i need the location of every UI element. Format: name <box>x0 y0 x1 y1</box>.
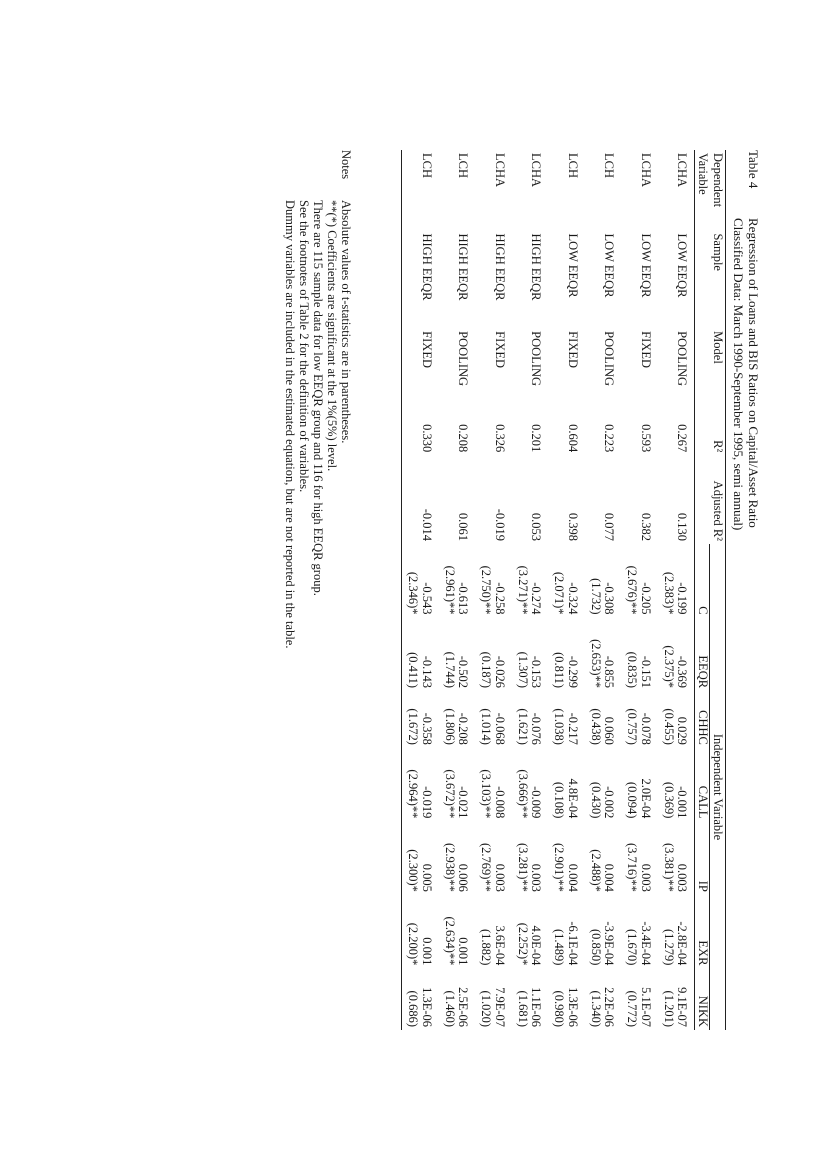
coefficient-cell: 0.001 <box>456 937 471 966</box>
empty-cell <box>658 150 675 230</box>
coefficient-cell: 1.1E-06 <box>529 987 544 1027</box>
t-statistic-cell: (1.340) <box>588 990 603 1027</box>
empty-cell <box>512 455 529 544</box>
t-statistic-cell: (0.187) <box>479 651 494 689</box>
t-statistic-cell: (0.686) <box>402 968 419 1030</box>
coefficient-cell: 0.029 <box>675 716 690 745</box>
dependent-variable-cell: LCHA <box>529 153 544 188</box>
t-statistic-cell: (2.383)* <box>661 571 676 615</box>
coefficient-cell: 0.003 <box>529 863 544 892</box>
sample-cell: HIGH EEQR <box>493 233 507 301</box>
coefficient-cell: -0.002 <box>602 786 617 819</box>
sample-cell: LOW EEQR <box>566 233 580 298</box>
t-statistic-cell: (2.750)** <box>479 565 494 615</box>
empty-cell <box>549 455 566 544</box>
empty-cell <box>402 150 419 230</box>
table-row-tstat <box>512 150 529 1030</box>
coefficient-cell: -0.008 <box>493 786 507 819</box>
model-cell: POOLING <box>602 331 617 387</box>
t-statistic-cell: (2.653)** <box>588 639 603 689</box>
empty-cell <box>439 230 456 328</box>
coefficient-cell: -0.543 <box>420 582 434 615</box>
coefficient-cell: -0.199 <box>675 582 690 615</box>
empty-cell <box>549 150 566 230</box>
header-blank <box>695 230 710 328</box>
empty-cell <box>585 410 602 456</box>
empty-cell <box>549 410 566 456</box>
t-statistic-cell: (1.882) <box>479 928 494 966</box>
empty-cell <box>512 410 529 456</box>
empty-cell <box>439 455 456 544</box>
table-row-tstat <box>476 150 493 1030</box>
header-col-chhc: CHHC <box>695 691 710 748</box>
sample-cell: HIGH EEQR <box>420 233 434 301</box>
r2-cell: 0.267 <box>675 424 690 453</box>
empty-cell <box>549 230 566 328</box>
r2-cell: 0.604 <box>566 424 580 453</box>
t-statistic-cell: (1.681) <box>515 990 530 1027</box>
empty-cell <box>512 150 529 230</box>
empty-cell <box>402 328 419 409</box>
sample-cell: LOW EEQR <box>675 233 690 298</box>
t-statistic-cell: (1.732) <box>588 578 603 615</box>
empty-cell <box>476 230 493 328</box>
coefficient-cell: -0.205 <box>639 582 653 615</box>
coefficient-cell: -0.855 <box>602 655 617 689</box>
table-row <box>456 150 476 1030</box>
t-statistic-cell: (1.014) <box>479 708 494 745</box>
empty-cell <box>585 230 602 328</box>
coefficient-cell: 7.9E-07 <box>493 987 507 1027</box>
adjusted-r2-cell: 0.061 <box>456 512 471 542</box>
empty-cell <box>402 410 419 456</box>
t-statistic-cell: (0.094) <box>625 781 640 819</box>
table-row <box>419 150 439 1030</box>
sample-cell: LOW EEQR <box>639 233 653 298</box>
t-statistic-cell: (1.806) <box>442 708 457 745</box>
coefficient-cell: 2.5E-06 <box>456 987 471 1027</box>
coefficient-cell: -0.324 <box>566 582 580 615</box>
coefficient-cell: 0.004 <box>602 863 617 892</box>
header-blank <box>695 328 710 409</box>
t-statistic-cell: (2.252)* <box>515 922 530 966</box>
t-statistic-cell: (2.769)** <box>479 842 494 892</box>
t-statistic-cell: (3.103)** <box>479 769 494 819</box>
coefficient-cell: -0.151 <box>639 655 653 689</box>
table-row <box>565 150 585 1030</box>
note-line: Dummy variables are included in the estimated equation, but are not reported in the table. <box>283 200 297 649</box>
coefficient-cell: -0.076 <box>529 712 544 745</box>
empty-cell <box>476 455 493 544</box>
t-statistic-cell: (0.811) <box>552 652 567 689</box>
t-statistic-cell: (3.281)** <box>515 842 530 892</box>
regression-table <box>402 150 727 1030</box>
r2-cell: 0.223 <box>602 424 617 453</box>
coefficient-cell: -0.308 <box>602 582 617 615</box>
coefficient-cell: -0.358 <box>420 712 434 745</box>
empty-cell <box>439 410 456 456</box>
t-statistic-cell: (2.346)* <box>402 544 419 618</box>
adjusted-r2-cell: 0.130 <box>675 512 690 542</box>
coefficient-cell: 1.3E-06 <box>420 987 434 1027</box>
coefficient-cell: -0.001 <box>675 786 690 819</box>
t-statistic-cell: (2.300)* <box>402 821 419 895</box>
coefficient-cell: -0.208 <box>456 712 471 745</box>
coefficient-cell: 0.003 <box>675 863 690 892</box>
empty-cell <box>622 150 639 230</box>
dependent-variable-cell: LCH <box>602 153 617 178</box>
header-col-nikk: NIKK <box>695 968 710 1030</box>
t-statistic-cell: (1.460) <box>442 990 457 1027</box>
empty-cell <box>622 410 639 456</box>
coefficient-cell: -0.078 <box>639 712 653 745</box>
coefficient-cell: -3.4E-04 <box>639 921 653 966</box>
table-title: Regression of Loans and BIS Ratios on Capital/Asset Ratio <box>746 218 761 528</box>
coefficient-cell: -6.1E-04 <box>566 921 580 966</box>
t-statistic-cell: (2.938)** <box>442 842 457 892</box>
t-statistic-cell: (0.850) <box>588 928 603 966</box>
t-statistic-cell: (1.744) <box>442 651 457 689</box>
table-subtitle: Classified Data: March 1990-September 1995, semi annual) <box>731 218 746 531</box>
t-statistic-cell: (1.038) <box>552 708 567 745</box>
t-statistic-cell: (2.200)* <box>402 895 419 969</box>
coefficient-cell: 0.003 <box>639 863 653 892</box>
empty-cell <box>476 410 493 456</box>
adjusted-r2-cell: -0.019 <box>493 508 507 542</box>
t-statistic-cell: (0.772) <box>625 990 640 1027</box>
table-row-tstat <box>439 150 456 1030</box>
coefficient-cell: -0.258 <box>493 582 507 615</box>
t-statistic-cell: (1.489) <box>552 928 567 966</box>
model-cell: FIXED <box>639 331 653 368</box>
r2-cell: 0.201 <box>529 424 544 453</box>
empty-cell <box>439 150 456 230</box>
coefficient-cell: 0.006 <box>456 863 471 892</box>
empty-cell <box>658 455 675 544</box>
r2-cell: 0.326 <box>493 424 507 453</box>
model-cell: FIXED <box>566 331 580 368</box>
dependent-variable-cell: LCHA <box>675 153 690 188</box>
t-statistic-cell: (2.634)** <box>442 916 457 966</box>
t-statistic-cell: (1.201) <box>661 990 676 1027</box>
coefficient-cell: 0.060 <box>602 716 617 745</box>
coefficient-cell: 9.1E-07 <box>675 987 690 1027</box>
table-row <box>602 150 622 1030</box>
coefficient-cell: 0.003 <box>493 863 507 892</box>
t-statistic-cell: (0.369) <box>661 781 676 819</box>
table-row-tstat <box>658 150 675 1030</box>
t-statistic-cell: (1.672) <box>402 691 419 748</box>
header-independent-variable: Independent Variable <box>710 544 726 1030</box>
coefficient-cell: -0.143 <box>420 655 434 689</box>
coefficient-cell: -0.009 <box>529 786 544 819</box>
t-statistic-cell: (2.676)** <box>625 565 640 615</box>
model-cell: FIXED <box>420 331 434 368</box>
table-row <box>529 150 549 1030</box>
t-statistic-cell: (0.980) <box>552 990 567 1027</box>
header-col-eeqr: EEQR <box>695 618 710 692</box>
coefficient-cell: -0.502 <box>456 655 471 689</box>
coefficient-cell: -0.299 <box>566 655 580 689</box>
coefficient-cell: -0.153 <box>529 655 544 689</box>
coefficient-cell: -0.021 <box>456 786 471 819</box>
rotated-table-sheet <box>250 150 760 1035</box>
coefficient-cell: -0.613 <box>456 582 471 615</box>
t-statistic-cell: (2.901)** <box>552 842 567 892</box>
coefficient-cell: 0.005 <box>420 863 434 892</box>
adjusted-r2-cell: 0.398 <box>566 512 580 542</box>
sample-cell: HIGH EEQR <box>529 233 544 301</box>
dependent-variable-cell: LCHA <box>493 153 507 188</box>
table-body <box>402 150 695 1030</box>
header-model: Model <box>710 328 726 409</box>
header-sample: Sample <box>710 230 726 328</box>
note-line: Absolute values of t-statistics are in parentheses. <box>339 200 353 444</box>
adjusted-r2-cell: 0.382 <box>639 512 653 542</box>
empty-cell <box>439 328 456 409</box>
dependent-variable-cell: LCH <box>420 153 434 178</box>
t-statistic-cell: (0.757) <box>625 708 640 745</box>
header-variable: Variable <box>695 150 710 230</box>
t-statistic-cell: (3.271)** <box>515 565 530 615</box>
sample-cell: HIGH EEQR <box>456 233 471 301</box>
t-statistic-cell: (1.279) <box>661 928 676 966</box>
header-dependent: Dependent <box>710 150 726 230</box>
coefficient-cell: -0.217 <box>566 712 580 745</box>
empty-cell <box>622 328 639 409</box>
table-row <box>492 150 512 1030</box>
coefficient-cell: -0.369 <box>675 655 690 689</box>
t-statistic-cell: (3.666)** <box>515 769 530 819</box>
t-statistic-cell: (0.438) <box>588 708 603 745</box>
dependent-variable-cell: LCH <box>566 153 580 178</box>
r2-cell: 0.330 <box>420 424 434 453</box>
empty-cell <box>658 410 675 456</box>
table-row-tstat <box>622 150 639 1030</box>
t-statistic-cell: (2.071)* <box>552 571 567 615</box>
t-statistic-cell: (1.621) <box>515 708 530 745</box>
header-col-c: C <box>695 544 710 618</box>
t-statistic-cell: (3.672)** <box>442 769 457 819</box>
header-col-exr: EXR <box>695 895 710 969</box>
t-statistic-cell: (0.108) <box>552 781 567 819</box>
table-row <box>675 150 695 1030</box>
empty-cell <box>658 230 675 328</box>
empty-cell <box>622 455 639 544</box>
t-statistic-cell: (3.381)** <box>661 842 676 892</box>
header-col-ip: IP <box>695 821 710 895</box>
t-statistic-cell: (2.964)** <box>402 748 419 822</box>
t-statistic-cell: (0.411) <box>402 618 419 692</box>
header-blank <box>695 455 710 544</box>
coefficient-cell: -0.068 <box>493 712 507 745</box>
empty-cell <box>402 455 419 544</box>
coefficient-cell: 0.004 <box>566 863 580 892</box>
empty-cell <box>622 230 639 328</box>
coefficient-cell: 0.001 <box>420 937 434 966</box>
coefficient-cell: -0.019 <box>420 786 434 819</box>
empty-cell <box>549 328 566 409</box>
empty-cell <box>585 455 602 544</box>
table-row <box>638 150 658 1030</box>
note-line: See the footnotes of Table 2 for the definition of variables. <box>297 200 311 493</box>
t-statistic-cell: (2.488)* <box>588 849 603 892</box>
model-cell: POOLING <box>529 331 544 387</box>
notes-label: Notes <box>339 150 353 180</box>
coefficient-cell: 1.3E-06 <box>566 987 580 1027</box>
model-cell: FIXED <box>493 331 507 368</box>
coefficient-cell: 2.0E-04 <box>639 778 653 819</box>
table-row-tstat <box>402 150 419 1030</box>
header-blank <box>695 410 710 456</box>
note-line: There are 115 sample data for low EEQR group and 116 for high EEQR group. <box>311 200 325 596</box>
coefficient-cell: 4.0E-04 <box>529 925 544 966</box>
t-statistic-cell: (0.430) <box>588 781 603 819</box>
t-statistic-cell: (1.670) <box>625 928 640 966</box>
coefficient-cell: -0.274 <box>529 582 544 615</box>
header-r2: R² <box>710 410 726 456</box>
coefficient-cell: -3.9E-04 <box>602 921 617 966</box>
coefficient-cell: 2.2E-06 <box>602 987 617 1027</box>
empty-cell <box>512 230 529 328</box>
empty-cell <box>512 328 529 409</box>
sample-cell: LOW EEQR <box>602 233 617 298</box>
empty-cell <box>476 150 493 230</box>
coefficient-cell: 4.8E-04 <box>566 778 580 819</box>
empty-cell <box>585 150 602 230</box>
t-statistic-cell: (3.716)** <box>625 842 640 892</box>
t-statistic-cell: (0.835) <box>625 651 640 689</box>
header-adjusted-r2: Adjusted R² <box>710 455 726 544</box>
r2-cell: 0.208 <box>456 424 471 453</box>
table-label: Table 4 <box>746 150 761 189</box>
r2-cell: 0.593 <box>639 424 653 453</box>
model-cell: POOLING <box>675 331 690 387</box>
t-statistic-cell: (1.307) <box>515 651 530 689</box>
adjusted-r2-cell: 0.053 <box>529 512 544 542</box>
dependent-variable-cell: LCHA <box>639 153 653 188</box>
dependent-variable-cell: LCH <box>456 153 471 178</box>
coefficient-cell: -0.026 <box>493 655 507 689</box>
coefficient-cell: 5.1E-07 <box>639 987 653 1027</box>
t-statistic-cell: (2.961)** <box>442 565 457 615</box>
t-statistic-cell: (1.020) <box>479 990 494 1027</box>
t-statistic-cell: (2.375)* <box>661 645 676 689</box>
table-row-tstat <box>585 150 602 1030</box>
model-cell: POOLING <box>456 331 471 387</box>
header-col-call: CALL <box>695 748 710 822</box>
t-statistic-cell: (0.455) <box>661 708 676 745</box>
empty-cell <box>402 230 419 328</box>
empty-cell <box>585 328 602 409</box>
table-row-tstat <box>549 150 566 1030</box>
adjusted-r2-cell: 0.077 <box>602 512 617 542</box>
note-line: **(*) Coefficients are significant at the 1%(5%) level. <box>325 200 339 472</box>
empty-cell <box>476 328 493 409</box>
adjusted-r2-cell: -0.014 <box>420 508 434 542</box>
empty-cell <box>658 328 675 409</box>
coefficient-cell: -2.8E-04 <box>675 921 690 966</box>
coefficient-cell: 3.6E-04 <box>493 925 507 966</box>
